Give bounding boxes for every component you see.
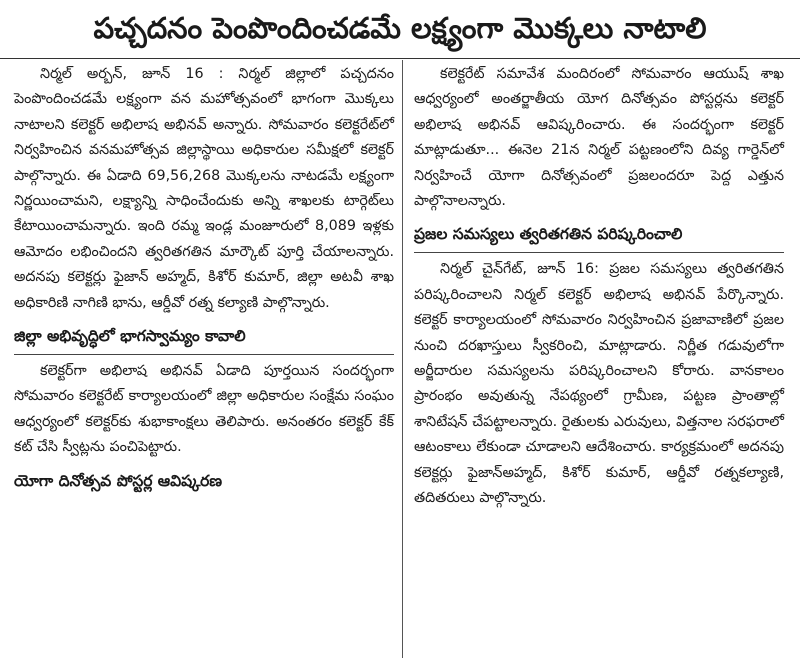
story-prajavani: నిర్మల్ చైన్‌గేట్, జూన్ 16: ప్రజల సమస్యలు త్వరితగతిన పరిష్కరించాలని నిర్మల్ కలెక్టర్ అభిలాష అభినవ్ పేర్కొన్నారు. కలెక్టర్ కార్యాలయంలో సోమవారం నిర్వహించిన ప్రజావాణిలో ప్రజల నుంచి దరఖాస్తులు స్వీకరించి, మాట్లాడారు. నిర్ణీత గడువులోగా అర్జీదారుల సమస్యలను పరిష్కరించాలని కోరారు. వానకాలం ప్రారంభం అవుతున్న నేపథ్యంలో గ్రామీణ, పట్టణ ప్రాంతాల్లో శానిటేషన్ చేపట్టాలన్నారు. రైతులకు ఎరువులు, విత్తనాల సరఫరాలో ఆటంకాలు లేకుండా చూడాలని ఆదేశించారు. కార్యక్రమంలో అదనపు కలెక్టర్లు ఫైజాన్‌అహ్మద్, కిశోర్ కుమార్, ఆర్డీవో రత్నకల్యాణి, తదితరులు పాల్గొన్నారు. (414, 261, 784, 507)
story-anniversary: కలెక్టర్‌గా అభిలాష అభినవ్ ఏడాది పూర్తయిన సందర్భంగా సోమవారం కలెక్టరేట్ కార్యాలయంలో జిల్లా అధికారుల సంక్షేమ సంఘం ఆధ్వర్యంలో కలెక్టర్‌కు శుభాకాంక్షలు తెలిపారు. అనంతరం కలెక్టర్ కేక్ కట్ చేసి స్వీట్లను పంచిపెట్టారు. (14, 363, 394, 456)
subhead-district-development: జిల్లా అభివృద్ధిలో భాగస్వామ్యం కావాలి (14, 320, 394, 355)
headline-divider (0, 58, 800, 59)
left-column (14, 62, 394, 662)
subhead-yoga-posters: యోగా దినోత్సవ పోస్టర్ల ఆవిష్కరణ (14, 471, 223, 490)
headline: పచ్చదనం పెంపొందించడమే లక్ష్యంగా మొక్కలు నాటాలి (93, 11, 707, 45)
subhead-public-grievances: ప్రజల సమస్యలు త్వరితగతిన పరిష్కరించాలి (414, 218, 784, 253)
story-greenery: నిర్మల్ అర్బన్, జూన్ 16 : నిర్మల్ జిల్లాలో పచ్చదనం పెంపొందించడమే లక్ష్యంగా వన మహోత్సవంలో భాగంగా మొక్కలు నాటాలని కలెక్టర్ అభిలాష అభినవ్ అన్నారు. సోమవారం కలెక్టరేట్‌లో నిర్వహించిన వనమహోత్సవ జిల్లాస్థాయి అధికారుల సమీక్షలో కలెక్టర్ పాల్గొన్నారు. ఈ ఏడాది 69,56,268 మొక్కలను నాటడమే లక్ష్యంగా నిర్ణయించామని, లక్ష్యాన్ని సాధించేందుకు అన్ని శాఖలకు టార్గెట్‌లు కేటాయించామన్నారు. ఇంది రమ్మ ఇండ్ల మంజూరులో 8,089 ఇళ్లకు ఆమోదం లభించిందని త్వరితగతిన మార్కౌట్ పూర్తి చేయాలన్నారు. అదనపు కలెక్టర్లు ఫైజాన్ అహ్మద్, కిశోర్ కుమార్, జిల్లా అటవీ శాఖ అధికారిణి నాగిణి భాను, ఆర్డీవో రత్న కల్యాణి పాల్గొన్నారు. (14, 66, 394, 311)
story-yoga-day: కలెక్టరేట్ సమావేశ మందిరంలో సోమవారం ఆయుష్ శాఖ ఆధ్వర్యంలో అంతర్జాతీయ యోగ దినోత్సవం పోస్టర్లను కలెక్టర్ అభిలాష అభినవ్ ఆవిష్కరించారు. ఈ సందర్భంగా కలెక్టర్ మాట్లాడుతూ... ఈనెల 21న నిర్మల్ పట్టణంలోని దివ్య గార్డెన్‌లో నిర్వహించే యోగా దినోత్సవంలో ప్రజలందరూ పెద్ద ఎత్తున పాల్గొనాలన్నారు. (414, 66, 784, 210)
column-divider (402, 60, 403, 658)
right-column (414, 62, 784, 662)
